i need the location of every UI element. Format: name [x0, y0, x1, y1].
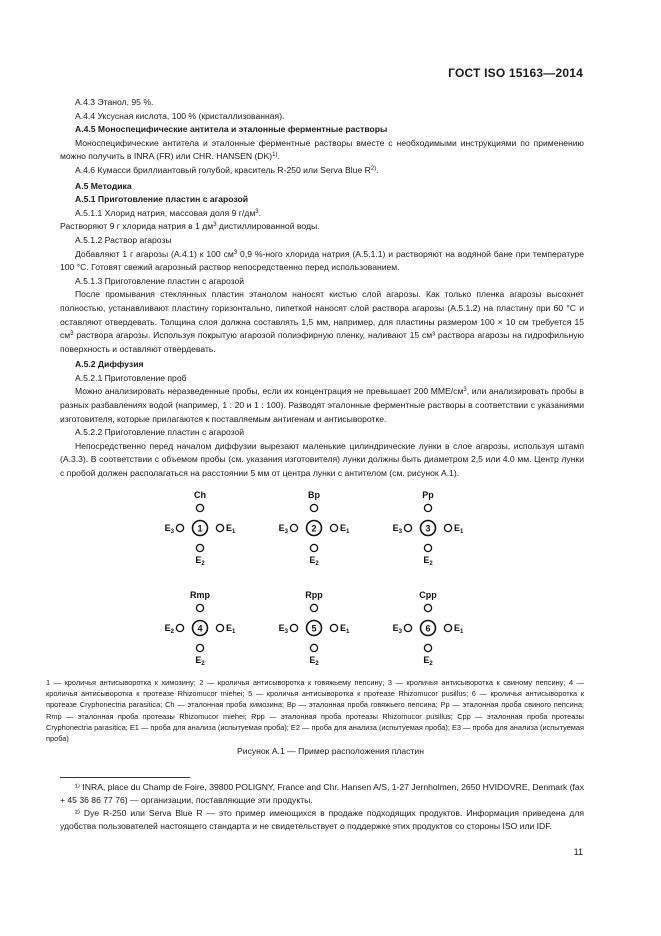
group-3-bottom-sample-label: $E_2$	[423, 555, 433, 567]
group-6-left-sample-well	[404, 624, 411, 631]
group-2-right-sample-label: $E_1$	[340, 523, 350, 535]
paragraph-a512: А.5.1.2 Раствор агарозы	[75, 234, 172, 245]
group-3-reference-label: Pp	[422, 490, 434, 500]
paragraph-nacl: Растворяют 9 г хлорида натрия в 1 $дм^3$ дистиллированной воды.	[60, 221, 320, 232]
group-6-left-sample-label: $E_3$	[392, 623, 402, 635]
group-4-reference-well	[196, 604, 203, 611]
heading-a52: А.5.2 Диффузия	[75, 359, 144, 370]
group-5-left-sample-label: $E_3$	[278, 623, 288, 635]
footnote-2: ²⁾ Dye R-250 или Serva Blue R — это пример имеющихся в продаже подходящих продуктов. Информация приведена для удобства пользователей настоящего стандарта и не свидетельствует о поддержке этих продуктов со стороны ISO или IDF.	[60, 808, 584, 831]
group-5-right-sample-label: $E_1$	[340, 623, 350, 635]
group-5-bottom-sample-well	[310, 644, 317, 651]
group-3-left-sample-label: $E_3$	[392, 523, 402, 535]
paragraph-samples: Можно анализировать неразведенные пробы, если их концентрация не превышает 200 ММЕ/$см^3$, или анализировать пробы в разных разбавлениях водой (например, 1 : 20 и 1 : 100). Разводят эталонные ферментные растворы в соответствии с указаниями изготовителя, которые прилагаются к поставляемым антигенам и антисыворотке.	[60, 386, 584, 424]
group-1-bottom-sample-label: $E_2$	[195, 555, 205, 567]
group-2-right-sample-well	[330, 524, 337, 531]
heading-a51: А.5.1 Приготовление пластин с агарозой	[75, 194, 248, 205]
group-6-bottom-sample-well	[424, 644, 431, 651]
figure-legend: 1 — кроличья антисыворотка к химозину; 2 — кроличья антисыворотка к говяжьему пепсину; 3 — кроличья антисыворотка к свиному пепсину; 4 — кроличья антисыворотка к протеазе Rhizomucor miehei; 5 — кроличья антисыворотка к протеазе Rhizomucor pusillus; 6 — кроличья антисыворотка к протеазе Cryphonectria parasitica; Ch — эталонная проба химозина; Bp — эталонная проба говяжьего пепсина; Pp — эталонная проба свиного пепсина; Rmp — эталонная проба протеазы Rhizomucor miehei; Rpp — эталонная проба протеазы Rhizomucor pusillus; Cpp — эталонная проба протеазы Cryphonectria parasitica; E1 — проба для анализа (испытуемая проба); E2 — проба для анализа (испытуемая проба); E3 — проба для анализа (испытуемая проба)	[46, 678, 584, 744]
group-6-reference-label: Cpp	[419, 590, 437, 600]
group-3-antibody-number: 3	[425, 523, 431, 534]
paragraph-a44: А.4.4 Уксусная кислота, 100 % (кристаллизованная).	[75, 110, 285, 121]
paragraph-wells: Непосредственно перед началом диффузии вырезают маленькие цилиндрические лунки в слое агарозы, используя штамп (А.3.3). В соответствии с объемом пробы (см. указания изготовителя) лунки должны быть диаметром 2,5 или 4.0 мм. Центр лунки с пробой должен располагаться на расстоянии 5 мм от центра лунки с антителом (см. рисунок А.1).	[60, 440, 584, 479]
group-1-reference-well	[196, 504, 203, 511]
group-4-right-sample-well	[216, 624, 223, 631]
paragraph-a521: А.5.2.1 Приготовление проб	[75, 372, 187, 383]
group-4-left-sample-label: $E_2$	[164, 623, 174, 635]
body-text	[60, 96, 584, 481]
heading-a45: А.4.5 Моноспецифические антитела и эталонные ферментные растворы	[75, 124, 388, 135]
group-2-antibody-well	[307, 521, 322, 536]
group-1-right-sample-well	[216, 524, 223, 531]
group-2-bottom-sample-label: $E_2$	[309, 555, 319, 567]
group-6-reference-well	[424, 604, 431, 611]
group-3-left-sample-well	[404, 524, 411, 531]
group-1-left-sample-label: $E_3$	[164, 523, 174, 535]
group-3-reference-well	[424, 504, 431, 511]
footnote-1: ¹⁾ INRA, place du Champ de Foire, 39800 POLIGNY, France and Chr. Hansen A/S, 1-27 Jernholmen, 2650 HVIDOVRE, Denmark (fax + 45 36 86 77 76) — организации, поставляющие эти продукты.	[60, 782, 584, 805]
paragraph-a511: А.5.1.1 Хлорид натрия, массовая доля 9 $г/дм^3$.	[75, 207, 261, 218]
group-2-bottom-sample-well	[310, 544, 317, 551]
group-1-bottom-sample-well	[196, 544, 203, 551]
group-2-antibody-number: 2	[311, 523, 317, 534]
group-5-bottom-sample-label: $E_2$	[309, 655, 319, 667]
group-2-left-sample-well	[290, 524, 297, 531]
group-4-antibody-well	[193, 621, 208, 636]
group-3-bottom-sample-well	[424, 544, 431, 551]
group-1-reference-label: Ch	[194, 490, 206, 500]
group-1-antibody-number: 1	[197, 523, 203, 534]
paragraph-plates: После промывания стеклянных пластин этанолом наносят кистью слой агарозы. Как только пленка агарозы высохнет полностью, устанавливают пластину горизонтально, пипеткой наносят слой раствора агарозы (А.5.1.2) на пластину при 60 °С и оставляют отвердевать. Толщина слоя должна составлять 1,5 мм, например, для пластины размером 100 × 10 см требуется 15 $см^3$ раствора агарозы. Используя покрытую агарозой полиэфирную пленку, наливают 15 см³ раствора агарозы на гидрофильную поверхность и оставляют отвердевать.	[60, 289, 584, 354]
paragraph-agarose-solution: Добавляют 1 г агарозы (А.4.1) к 100 $см^3$ 0,9 %-ного хлорида натрия (А.5.1.1) и растворяют на водяной бане при температуре 100 °С. Готовят свежий агарозный раствор непосредственно перед использованием.	[60, 248, 584, 273]
group-6-bottom-sample-label: $E_2$	[423, 655, 433, 667]
footnotes	[60, 781, 584, 833]
group-1-left-sample-well	[176, 524, 183, 531]
group-5-antibody-number: 5	[311, 623, 317, 634]
figure-caption: Рисунок А.1 — Пример расположения пластин	[237, 746, 424, 756]
paragraph-a46: А.4.6 Кумасси бриллиантовый голубой, краситель R-250 или Serva Blue $R^{2)}$.	[75, 164, 379, 175]
group-3-antibody-well	[421, 521, 436, 536]
paragraph-a43: А.4.3 Этанол, 95 %.	[75, 97, 154, 107]
standard-header: ГОСТ ISO 15163—2014	[448, 66, 583, 80]
group-4-left-sample-well	[176, 624, 183, 631]
paragraph-a513: А.5.1.3 Приготовление пластин с агарозой	[75, 275, 245, 286]
group-4-right-sample-label: $E_1$	[226, 623, 236, 635]
group-1-antibody-well	[193, 521, 208, 536]
group-6-right-sample-label: $E_1$	[454, 623, 464, 635]
group-5-left-sample-well	[290, 624, 297, 631]
footnote-divider	[60, 777, 190, 778]
group-4-bottom-sample-well	[196, 644, 203, 651]
paragraph-a522: А.5.2.2 Приготовление пластин с агарозой	[75, 427, 245, 438]
page-number: 11	[573, 847, 583, 857]
paragraph-antibodies: Моноспецифические антитела и эталонные ферментные растворы вместе с необходимыми инструкциями по применению можно получить в INRA (FR) или CHR. HANSEN (DK)$^{1)}$.	[60, 137, 584, 162]
group-5-right-sample-well	[330, 624, 337, 631]
group-6-right-sample-well	[444, 624, 451, 631]
group-2-left-sample-label: $E_3$	[278, 523, 288, 535]
group-1-right-sample-label: $E_1$	[226, 523, 236, 535]
group-4-reference-label: Rmp	[190, 590, 210, 600]
group-4-antibody-number: 4	[197, 623, 203, 634]
group-2-reference-label: Bp	[308, 490, 320, 500]
heading-a5: А.5 Методика	[75, 180, 132, 191]
group-3-right-sample-label: $E_1$	[454, 523, 464, 535]
group-5-reference-well	[310, 604, 317, 611]
group-6-antibody-well	[421, 621, 436, 636]
group-5-reference-label: Rpp	[305, 590, 323, 600]
group-5-antibody-well	[307, 621, 322, 636]
group-3-right-sample-well	[444, 524, 451, 531]
group-4-bottom-sample-label: $E_2$	[195, 655, 205, 667]
group-2-reference-well	[310, 504, 317, 511]
group-6-antibody-number: 6	[425, 623, 431, 634]
